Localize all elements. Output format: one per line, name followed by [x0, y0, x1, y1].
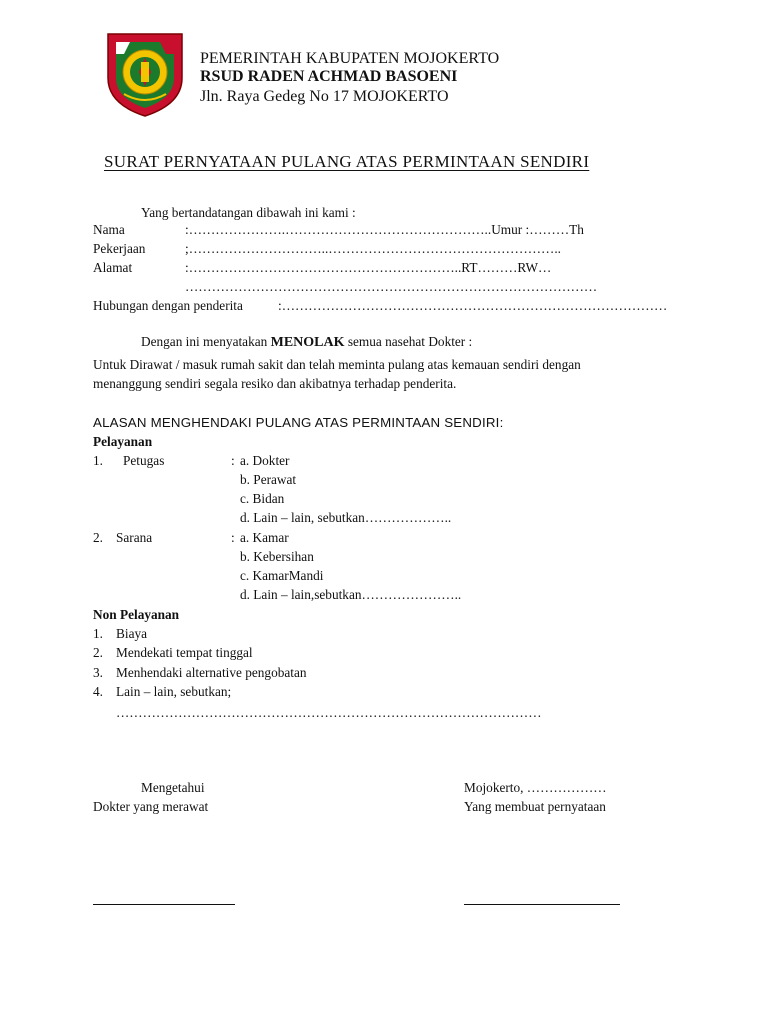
alamat-continuation: …………………………………………………………………………………: [185, 279, 598, 294]
header-government: PEMERINTAH KABUPATEN MOJOKERTO: [200, 50, 500, 67]
pelayanan-heading: Pelayanan: [93, 434, 153, 449]
item2-option: b. Kebersihan: [240, 549, 314, 564]
alamat-label: Alamat: [93, 260, 133, 275]
signature-left-caption: Mengetahui: [141, 780, 205, 795]
item2-option: c. KamarMandi: [240, 568, 324, 583]
header-hospital-name: RSUD RADEN ACHMAD BASOENI: [200, 68, 458, 85]
statement-suffix: semua nasehat Dokter :: [344, 334, 473, 349]
signature-left-role: Dokter yang merawat: [93, 799, 209, 814]
signature-right-place-date: Mojokerto, ………………: [464, 780, 607, 795]
nama-field: :………………….………………………………………..Umur :………Th: [185, 222, 584, 237]
statement-line: [141, 334, 472, 351]
non-item-text: Biaya: [116, 626, 148, 641]
non-item4-dots: ……………………………………………………………………………………: [116, 705, 542, 720]
item1-colon: :: [231, 453, 235, 468]
item2-colon: :: [231, 530, 235, 545]
non-item-text: Lain – lain, sebutkan;: [116, 684, 232, 699]
item2-label: Sarana: [116, 530, 153, 545]
non-item-text: Mendekati tempat tinggal: [116, 645, 253, 660]
item2-option: a. Kamar: [240, 530, 289, 545]
intro-text: Yang bertandatangan dibawah ini kami :: [141, 205, 356, 220]
item1-option: d. Lain – lain, sebutkan………………..: [240, 510, 452, 525]
statement-emphasis: MENOLAK: [270, 335, 345, 350]
signature-line-left: [93, 904, 235, 905]
non-item-number: 2.: [93, 645, 103, 660]
item2-number: 2.: [93, 530, 103, 545]
pekerjaan-field: ;…………………………..……………………………………………..: [185, 241, 562, 256]
document-title: SURAT PERNYATAAN PULANG ATAS PERMINTAAN SENDIRI: [104, 152, 590, 171]
item1-option: b. Perawat: [240, 472, 297, 487]
item1-option: a. Dokter: [240, 453, 290, 468]
statement-line-3: menanggung sendiri segala resiko dan akibatnya terhadap penderita.: [93, 376, 457, 391]
header-address: Jln. Raya Gedeg No 17 MOJOKERTO: [200, 88, 449, 105]
reasons-heading: ALASAN MENGHENDAKI PULANG ATAS PERMINTAAN SENDIRI:: [93, 415, 504, 430]
hubungan-field: :……………………………………………………………………………: [278, 298, 668, 313]
alamat-field: :……………………………………………………..RT………RW…: [185, 260, 552, 275]
pekerjaan-label: Pekerjaan: [93, 241, 146, 256]
non-item-number: 3.: [93, 665, 103, 680]
non-item-number: 1.: [93, 626, 103, 641]
statement-prefix: Dengan ini menyatakan: [141, 334, 271, 349]
regency-coat-of-arms-icon: [104, 28, 186, 118]
nama-label: Nama: [93, 222, 125, 237]
item1-option: c. Bidan: [240, 491, 285, 506]
non-item-text: Menhendaki alternative pengobatan: [116, 665, 307, 680]
statement-line-2: Untuk Dirawat / masuk rumah sakit dan telah meminta pulang atas kemauan sendiri dengan: [93, 357, 581, 372]
non-item-number: 4.: [93, 684, 103, 699]
signature-right-role: Yang membuat pernyataan: [464, 799, 606, 814]
item1-label: Petugas: [123, 453, 165, 468]
hubungan-label: Hubungan dengan penderita: [93, 298, 243, 313]
item2-option: d. Lain – lain,sebutkan…………………..: [240, 587, 462, 602]
signature-line-right: [464, 904, 620, 905]
item1-number: 1.: [93, 453, 103, 468]
non-pelayanan-heading: Non Pelayanan: [93, 607, 180, 622]
